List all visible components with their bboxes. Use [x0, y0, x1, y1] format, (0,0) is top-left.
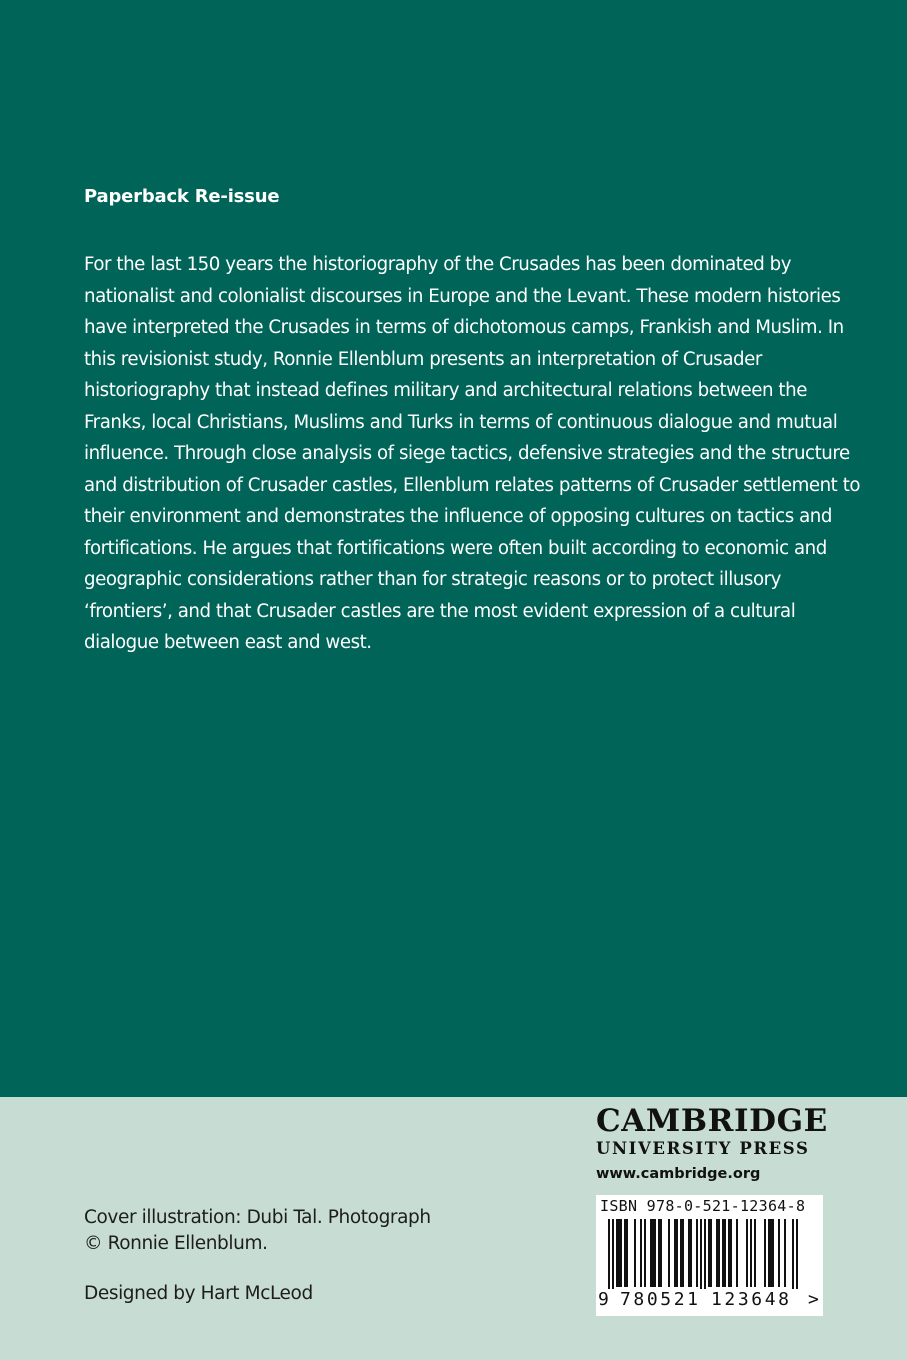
barcode-bar	[708, 1219, 710, 1287]
reissue-heading: Paperback Re-issue	[84, 186, 280, 207]
barcode-bar	[722, 1219, 724, 1287]
barcode-bar	[724, 1219, 726, 1287]
blurb-line: this revisionist study, Ronnie Ellenblum presents an interpretation of Crusader	[84, 348, 762, 370]
barcode-bar	[718, 1219, 720, 1287]
barcode-bar	[688, 1219, 690, 1287]
barcode-bar	[682, 1219, 684, 1287]
barcode-bars-icon	[608, 1219, 812, 1289]
blurb-line: and distribution of Crusader castles, Ellenblum relates patterns of Crusader settlement to	[84, 474, 861, 496]
barcode-bar	[644, 1219, 646, 1287]
barcode-bar	[768, 1219, 770, 1287]
barcode-bar	[690, 1219, 692, 1287]
barcode-bar	[710, 1219, 712, 1287]
blurb-line: Franks, local Christians, Muslims and Turks in terms of continuous dialogue and mutual	[84, 411, 838, 433]
illustration-credit-line: © Ronnie Ellenblum.	[84, 1233, 268, 1254]
barcode-bar	[716, 1219, 718, 1287]
barcode-bar	[608, 1219, 610, 1289]
blurb-line: dialogue between east and west.	[84, 632, 372, 653]
barcode-bar	[612, 1219, 614, 1289]
barcode-marker: >	[808, 1289, 819, 1310]
blurb-line: ‘frontiers’, and that Crusader castles are the most evident expression of a cultural	[84, 600, 796, 622]
blurb-text	[84, 249, 861, 659]
blurb-line: fortifications. He argues that fortifications were often built according to economic and	[84, 537, 827, 559]
barcode-bar	[746, 1219, 748, 1287]
barcode-bar	[620, 1219, 622, 1287]
blurb-line: have interpreted the Crusades in terms of dichotomous camps, Frankish and Muslim. In	[84, 317, 844, 338]
barcode-bar	[634, 1219, 636, 1287]
blurb-line: nationalist and colonialist discourses in Europe and the Levant. These modern histories	[84, 285, 841, 307]
barcode-bar	[796, 1219, 798, 1289]
blurb-line: their environment and demonstrates the influence of opposing cultures on tactics and	[84, 506, 832, 527]
barcode-bar	[626, 1219, 628, 1287]
barcode-bar	[728, 1219, 730, 1287]
barcode-bar	[654, 1219, 656, 1287]
publisher-url: www.cambridge.org	[596, 1166, 761, 1182]
isbn-label: ISBN 978-0-521-12364-8	[600, 1197, 806, 1215]
barcode-bar	[778, 1219, 780, 1287]
barcode-bar	[704, 1219, 706, 1289]
barcode-bar	[754, 1219, 756, 1287]
barcode-bar	[640, 1219, 642, 1287]
barcode-bar	[772, 1219, 774, 1287]
barcode-left-group: 780521	[620, 1289, 701, 1310]
barcode-bar	[770, 1219, 772, 1287]
barcode-bar	[618, 1219, 620, 1287]
publisher-name: CAMBRIDGE	[596, 1103, 828, 1139]
isbn-barcode	[596, 1195, 823, 1316]
barcode-lead-digit: 9	[598, 1289, 609, 1310]
barcode-bar	[792, 1219, 794, 1289]
barcode-bar	[674, 1219, 676, 1287]
blurb-line: historiography that instead defines military and architectural relations between the	[84, 380, 807, 401]
barcode-bar	[660, 1219, 662, 1287]
barcode-bar	[676, 1219, 678, 1287]
publisher-subname: UNIVERSITY PRESS	[596, 1139, 810, 1158]
illustration-credit-line: Cover illustration: Dubi Tal. Photograph	[84, 1207, 431, 1228]
barcode-bar	[784, 1219, 786, 1287]
barcode-bar	[624, 1219, 626, 1287]
barcode-bar	[764, 1219, 766, 1287]
barcode-bar	[658, 1219, 660, 1287]
barcode-bar	[616, 1219, 618, 1287]
barcode-bar	[680, 1219, 682, 1287]
barcode-bar	[750, 1219, 752, 1287]
barcode-bar	[668, 1219, 670, 1287]
barcode-bar	[700, 1219, 702, 1289]
barcode-bar	[696, 1219, 698, 1287]
publisher-logo	[596, 1104, 826, 1185]
barcode-bar	[736, 1219, 738, 1287]
blurb-line: influence. Through close analysis of siege tactics, defensive strategies and the structure	[84, 443, 850, 464]
designer-credit: Designed by Hart McLeod	[84, 1283, 313, 1304]
barcode-bar	[652, 1219, 654, 1287]
barcode-bar	[730, 1219, 732, 1287]
barcode-right-group: 123648	[711, 1289, 792, 1310]
cover-illustration-credit	[84, 1205, 431, 1257]
barcode-bar	[650, 1219, 652, 1287]
blurb-line: For the last 150 years the historiography of the Crusades has been dominated by	[84, 254, 792, 275]
blurb-line: geographic considerations rather than for strategic reasons or to protect illusory	[84, 569, 781, 590]
